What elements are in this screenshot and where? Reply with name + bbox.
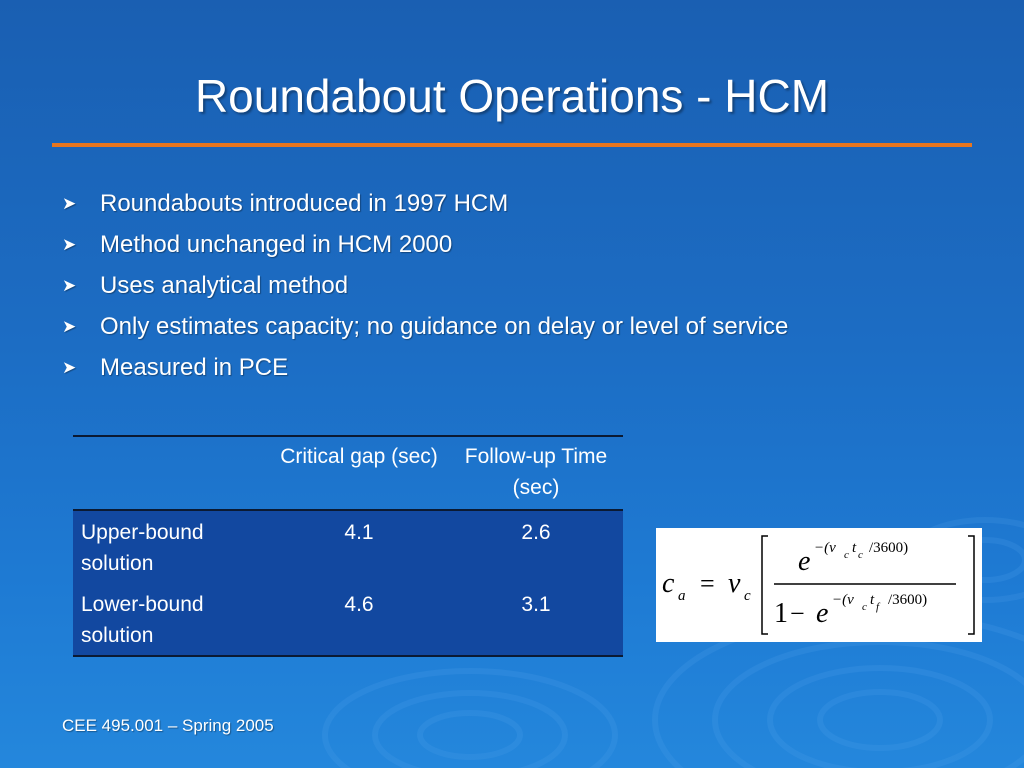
formula-lhs-var: c [662, 568, 675, 599]
slide-footer: CEE 495.001 – Spring 2005 [62, 716, 274, 735]
slide-title: Roundabout Operations - HCM [194, 70, 830, 122]
formula-num-base: e [798, 546, 811, 577]
follow-up-value: 3.1 [521, 593, 551, 616]
formula-rhs-sub: c [744, 588, 751, 604]
capacity-formula [656, 528, 982, 642]
bullet-text: Uses analytical method [100, 272, 349, 299]
bullet-item [62, 183, 788, 224]
formula-num-exp-t: t [852, 540, 857, 556]
formula-den-exp-end: /3600) [888, 592, 928, 608]
critical-gap-value: 4.6 [344, 593, 374, 616]
formula-equals: = [700, 569, 715, 598]
critical-gap-value: 4.1 [344, 521, 374, 544]
bullet-text: Measured in PCE [100, 354, 289, 381]
formula-lhs-sub: a [678, 588, 686, 604]
bullet-item [62, 347, 788, 388]
table-header-follow-up: Follow-up Time (sec) [464, 445, 608, 499]
bullet-list [62, 183, 788, 388]
formula-den-base: e [816, 598, 829, 629]
table-row [73, 510, 623, 583]
bullet-item [62, 224, 788, 265]
table-header-row [73, 436, 623, 510]
chevron-right-icon: ➤ [62, 194, 77, 213]
chevron-right-icon: ➤ [62, 235, 77, 254]
bullet-item [62, 306, 788, 347]
follow-up-value: 2.6 [521, 521, 551, 544]
gap-parameters-table [73, 435, 623, 657]
bullet-text: Method unchanged in HCM 2000 [100, 231, 453, 258]
bullet-text: Only estimates capacity; no guidance on delay or level of service [100, 313, 789, 340]
left-bracket [762, 536, 768, 634]
chevron-right-icon: ➤ [62, 276, 77, 295]
row-label: Upper-bound solution [81, 521, 204, 575]
formula-num-exp-sub1: c [844, 549, 849, 561]
right-bracket [968, 536, 974, 634]
formula-den-minus: − [790, 599, 805, 628]
formula-den-exp: −(v [832, 592, 854, 608]
row-label: Lower-bound solution [81, 593, 204, 647]
title-divider [52, 143, 972, 147]
formula-den-one: 1 [774, 598, 788, 629]
formula-num-exp-sub2: c [858, 549, 863, 561]
chevron-right-icon: ➤ [62, 317, 77, 336]
formula-graphic [656, 528, 982, 642]
formula-num-exp: −(v [814, 540, 836, 556]
formula-den-exp-t: t [870, 592, 875, 608]
formula-den-exp-sub2: f [876, 601, 880, 613]
chevron-right-icon: ➤ [62, 358, 77, 377]
table-row [73, 583, 623, 656]
formula-num-exp-end: /3600) [869, 540, 909, 556]
formula-den-exp-sub1: c [862, 601, 867, 613]
table-header-empty [73, 436, 269, 510]
bullet-item [62, 265, 788, 306]
table-header-critical-gap: Critical gap (sec) [280, 445, 438, 468]
formula-rhs-var: v [728, 568, 741, 599]
bullet-text: Roundabouts introduced in 1997 HCM [100, 190, 509, 217]
